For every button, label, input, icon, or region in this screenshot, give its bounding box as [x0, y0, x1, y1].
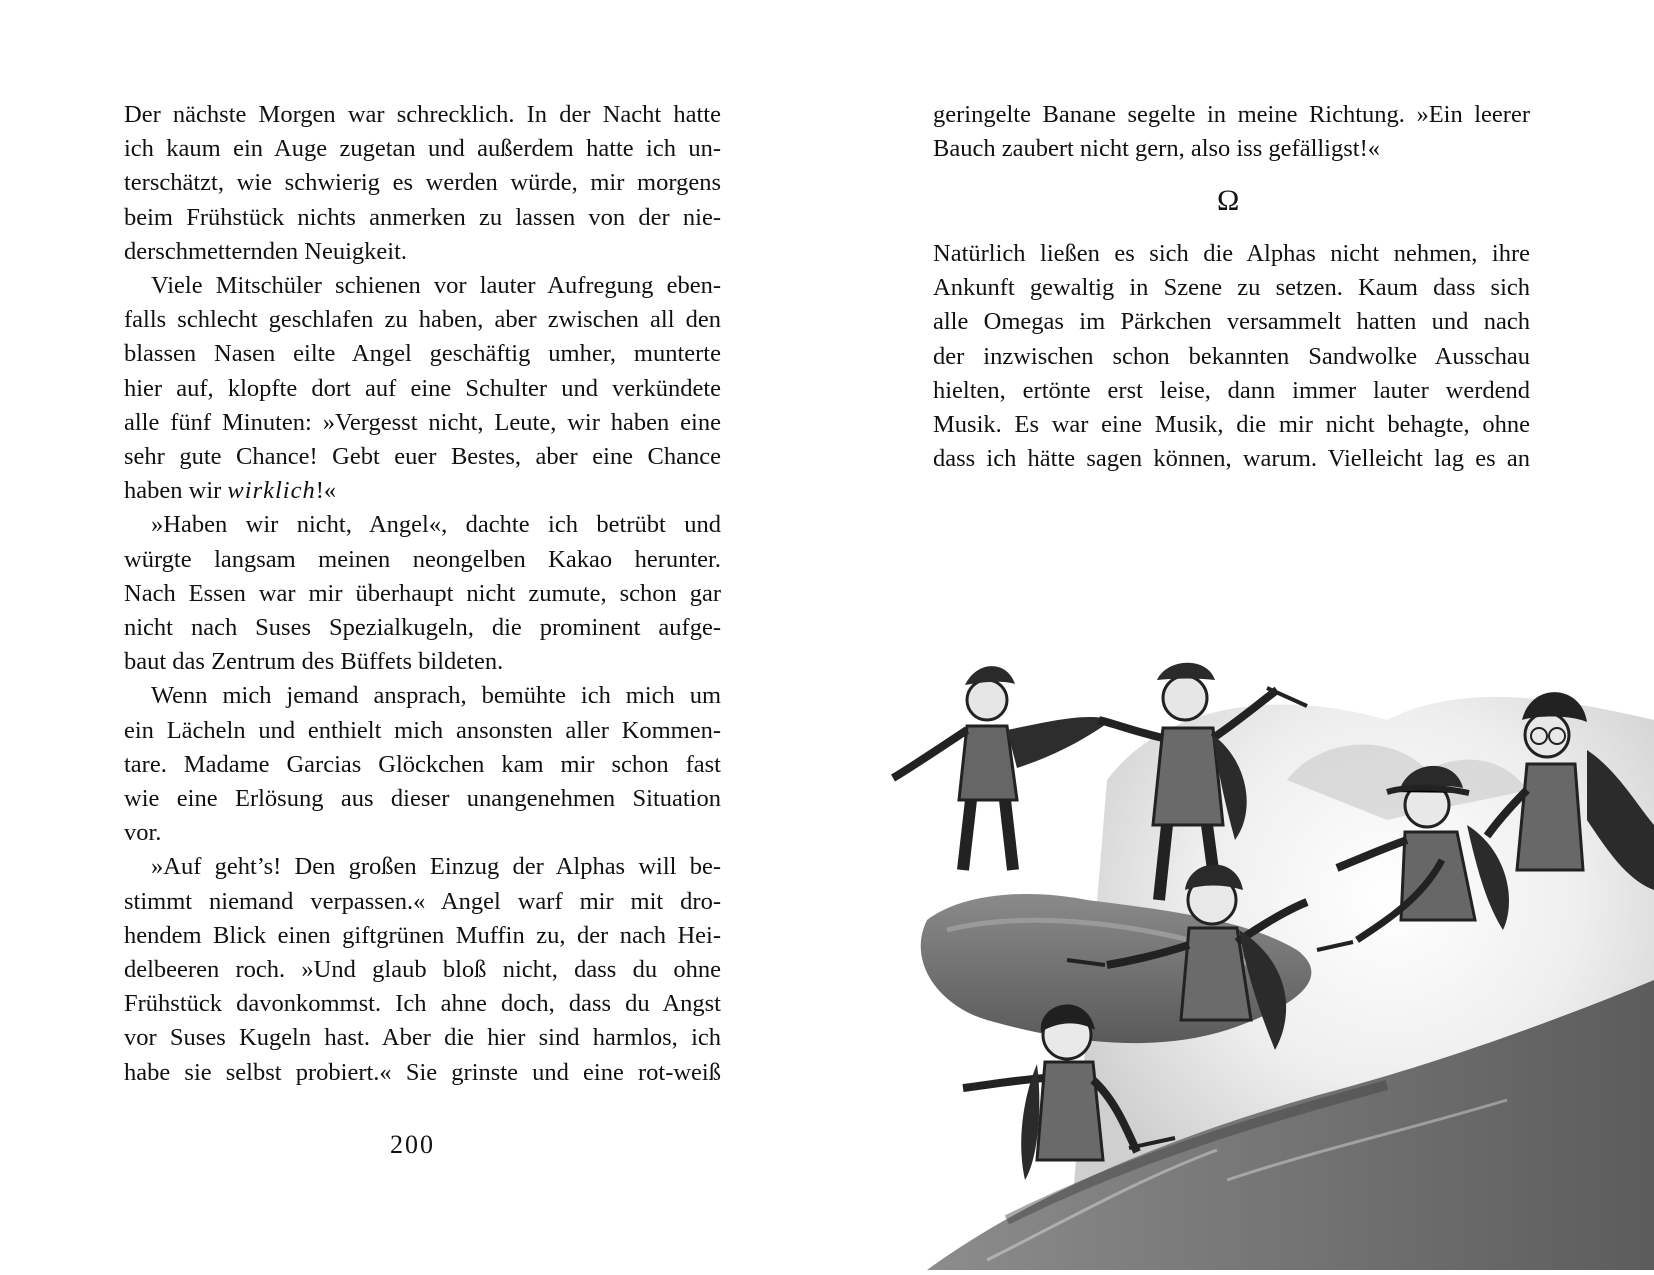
text-line: geringelte Banane segelte in meine Richtung. »Ein leerer [933, 101, 1530, 128]
text-line: Nach Essen war mir überhaupt nicht zumute, schon gar [124, 579, 721, 607]
left-page [0, 0, 827, 1270]
text-line: der inzwischen schon bekannten Sandwolke Ausschau [933, 342, 1530, 370]
left-page-text [124, 98, 721, 1090]
group-of-students-with-wands-illustration-icon [867, 660, 1654, 1270]
text-line: habe sie selbst probiert.« Sie grinste und eine rot-weiß [124, 1058, 721, 1086]
text-line: »Auf geht’s! Den großen Einzug der Alphas will be- [151, 853, 721, 881]
text-line: hier auf, klopfte dort auf eine Schulter und verkündete [124, 374, 721, 402]
text-line: »Haben wir nicht, Angel«, dachte ich betrübt und [151, 511, 721, 539]
text-line: Frühstück davonkommst. Ich ahne doch, dass du Angst [124, 990, 721, 1018]
right-page [827, 0, 1654, 1270]
text-line: derschmetternden Neuigkeit. [124, 237, 408, 265]
text-line: tare. Madame Garcias Glöckchen kam mir schon fast [124, 750, 721, 778]
text-line: falls schlecht geschlafen zu haben, aber zwischen all den [124, 306, 721, 334]
text-line: ich kaum ein Auge zugetan und außerdem hatte ich un- [124, 135, 721, 163]
right-page-bottom-text [933, 237, 1530, 476]
text-line: beim Frühstück nichts anmerken zu lassen von der nie- [124, 203, 721, 231]
text-line: ein Lächeln und enthielt mich ansonsten aller Kommen- [124, 716, 721, 744]
text-line: blassen Nasen eilte Angel geschäftig umher, munterte [124, 340, 721, 368]
text-line: sehr gute Chance! Gebt euer Bestes, aber eine Chance [124, 443, 721, 471]
section-divider-omega: Ω [1217, 184, 1240, 217]
text-line: vor Suses Kugeln hast. Aber die hier sind harmlos, ich [124, 1024, 721, 1052]
text-line [124, 474, 721, 508]
text-line: alle fünf Minuten: »Vergesst nicht, Leute, wir haben eine [124, 408, 721, 436]
text-line: Bauch zaubert nicht gern, also iss gefälligst!« [933, 135, 1380, 163]
text-line: würgte langsam meinen neongelben Kakao herunter. [124, 545, 721, 573]
text-line: Viele Mitschüler schienen vor lauter Aufregung eben- [151, 272, 721, 300]
text-fragment: !« [315, 477, 337, 505]
text-line: Wenn mich jemand ansprach, bemühte ich mich um [151, 682, 721, 710]
text-line: delbeeren roch. »Und glaub bloß nicht, dass du ohne [124, 956, 721, 984]
text-fragment: haben wir [124, 477, 228, 505]
text-line: hendem Blick einen giftgrünen Muffin zu, der nach Hei- [124, 921, 721, 949]
right-page-top-text [933, 98, 1530, 166]
text-line: baut das Zentrum des Büffets bildeten. [124, 648, 504, 676]
text-line: hielten, ertönte erst leise, dann immer lauter werdend [933, 376, 1530, 404]
emphasized-word: wirklich [227, 477, 316, 505]
text-line: terschätzt, wie schwierig es werden würde, mir morgens [124, 169, 721, 197]
text-line: Musik. Es war eine Musik, die mir nicht behagte, ohne [933, 411, 1530, 439]
page-number: 200 [390, 1130, 435, 1159]
text-line: alle Omegas im Pärkchen versammelt hatten und nach [933, 308, 1530, 336]
text-line: wie eine Erlösung aus dieser unangenehmen Situation [124, 785, 721, 813]
text-line: nicht nach Suses Spezialkugeln, die prominent aufge- [124, 614, 721, 642]
text-line: dass ich hätte sagen können, warum. Vielleicht lag es an [933, 445, 1530, 473]
text-line: Der nächste Morgen war schrecklich. In der Nacht hatte [124, 101, 721, 128]
text-line: vor. [124, 819, 162, 847]
text-line: stimmt niemand verpassen.« Angel warf mir mit dro- [124, 887, 721, 915]
text-line: Natürlich ließen es sich die Alphas nicht nehmen, ihre [933, 240, 1530, 267]
text-line: Ankunft gewaltig in Szene zu setzen. Kaum dass sich [933, 274, 1530, 302]
